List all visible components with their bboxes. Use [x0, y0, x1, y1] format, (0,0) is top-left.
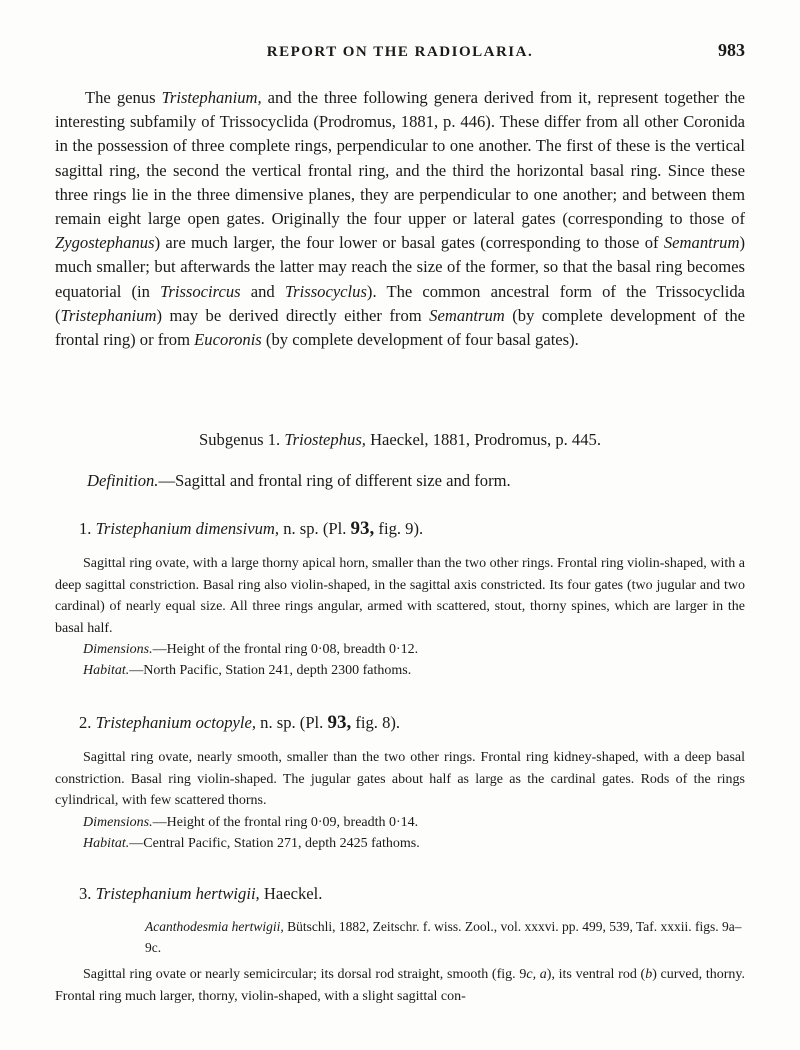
plate-number: 93,	[350, 518, 375, 539]
species-3-description-block	[55, 964, 745, 1007]
genus-name: Zygostephanus	[55, 233, 155, 253]
species-3-heading	[55, 884, 745, 904]
intro-paragraph	[55, 86, 745, 352]
reference-text: Bütschli, 1882, Zeitschr. f. wiss. Zool., vol. xxxvi. pp. 499, 539, Taf. xxxii. figs. 9a–9c.	[145, 919, 742, 955]
intro-text-9: (by complete development of four basal gates).	[261, 330, 579, 350]
habitat-label: Habitat.	[83, 835, 130, 851]
intro-text-6: ). The common ancestral form of the Trissocyclida (	[55, 281, 745, 325]
species-2-body	[55, 747, 745, 854]
subgenus-name: Triostephus,	[284, 430, 366, 449]
subgenus-section	[55, 430, 745, 450]
species-2-description: Sagittal ring ovate, nearly smooth, smaller than the two other rings. Frontal ring kidney-shaped, with a deep basal constriction. Basal ring violin-shaped. The jugular gates about half as large as the cardinal gates. Rods of the rings cylindrical, with few scattered thorns.	[55, 750, 745, 809]
desc-italic-2: b	[645, 967, 653, 982]
species-after: n. sp. (Pl.	[256, 713, 328, 732]
species-number: 3.	[79, 884, 96, 903]
species-name: Tristephanium octopyle,	[95, 713, 256, 732]
desc-text-2: ), its ventral rod (	[546, 967, 646, 982]
intro-text-7: ) may be derived directly either from	[156, 305, 430, 325]
species-3-description	[55, 964, 745, 1007]
dimensions-text: —Height of the frontal ring 0·08, breadth 0·12.	[152, 642, 419, 658]
desc-italic-1: c, a	[526, 967, 547, 982]
synonym-name: Acanthodesmia hertwigii,	[145, 919, 284, 934]
genus-name: Eucoronis	[194, 330, 262, 350]
figure-ref: fig. 9).	[374, 519, 424, 538]
species-1-heading	[55, 518, 745, 540]
genus-name: Trissocyclus	[284, 281, 367, 301]
species-number: 2.	[79, 713, 96, 732]
dimensions-label: Dimensions.	[83, 642, 153, 658]
genus-name: Tristephanium	[60, 305, 157, 325]
species-2	[55, 712, 745, 734]
species-1-habitat	[55, 660, 745, 681]
habitat-text: —North Pacific, Station 241, depth 2300 fathoms.	[129, 663, 412, 679]
species-after: n. sp. (Pl.	[279, 519, 351, 538]
habitat-text: —Central Pacific, Station 271, depth 2425 fathoms.	[129, 835, 420, 851]
species-after: Haeckel.	[259, 884, 323, 903]
species-1	[55, 518, 745, 540]
species-2-habitat	[55, 833, 745, 854]
species-3-body	[55, 916, 745, 958]
definition	[55, 471, 745, 491]
genus-name: Semantrum	[663, 233, 740, 253]
intro-text-3: ) are much larger, the four lower or basal gates (corresponding to those of	[154, 233, 664, 253]
species-2-heading	[55, 712, 745, 734]
genus-name: Semantrum	[429, 305, 505, 325]
subgenus-prefix: Subgenus 1.	[199, 430, 285, 449]
genus-name: Trissocircus	[160, 281, 241, 301]
page-number: 983	[718, 40, 745, 60]
species-1-dimensions	[55, 639, 745, 660]
intro-text-5: and	[240, 281, 285, 301]
species-3-synonym-reference	[55, 916, 745, 958]
definition-section	[55, 471, 745, 491]
habitat-label: Habitat.	[83, 663, 130, 679]
species-name: Tristephanium dimensivum,	[95, 519, 280, 538]
desc-text-3: ) curved, thorny. Frontal ring much larger, thorny, violin-shaped, with a slight sagittal con-	[55, 967, 745, 1004]
species-1-body	[55, 553, 745, 681]
genus-name: Tristephanium,	[161, 88, 262, 107]
species-number: 1.	[79, 519, 96, 538]
running-head: REPORT ON THE RADIOLARIA.	[266, 44, 534, 60]
intro-text-8: (by complete development of the frontal ring) or from	[55, 305, 746, 350]
dimensions-text: —Height of the frontal ring 0·09, breadth 0·14.	[152, 814, 419, 830]
definition-label: Definition.	[87, 471, 159, 490]
species-3	[55, 884, 745, 904]
subgenus-heading	[55, 430, 745, 450]
plate-number: 93,	[327, 712, 352, 733]
dimensions-label: Dimensions.	[83, 814, 153, 830]
intro-section	[55, 86, 745, 352]
definition-text: —Sagittal and frontal ring of different size and form.	[158, 471, 511, 490]
desc-text-1: Sagittal ring ovate or nearly semicircular; its dorsal rod straight, smooth (fig. 9	[83, 967, 527, 982]
species-2-dimensions	[55, 812, 745, 833]
species-name: Tristephanium hertwigii,	[95, 884, 260, 903]
figure-ref: fig. 8).	[351, 713, 401, 732]
intro-text-4: ) much smaller; but afterwards the latter may reach the size of the former, so that the basal ring becomes equatorial (in	[55, 233, 745, 301]
intro-text-2: and the three following genera derived from it, represent together the interesting subfamily of Trissocyclida (Prodromus, 1881, p. 446). These differ from all other Coronida in the possession of three complete rings, perpendicular to one another. The first of these is the vertical sagittal ring, the second the vertical frontal ring, and the third the horizontal basal ring. Since these three rings lie in the three dimensive planes, they are perpendicular to one another; and between them remain eight large open gates. Originally the four upper or lateral gates (corresponding to those of	[55, 88, 745, 229]
intro-text-1: The genus	[85, 88, 162, 107]
species-1-description: Sagittal ring ovate, with a large thorny apical horn, smaller than the two other rings. Frontal ring violin-shaped, with a deep sagittal constriction. Basal ring also violin-shaped, in the sagittal axis constricted. Its four gates (two jugular and two cardinal) of nearly equal size. All three rings angular, armed with scattered, stout, thorny spines, which are larger in the basal half.	[55, 556, 745, 636]
subgenus-rest: Haeckel, 1881, Prodromus, p. 445.	[365, 430, 601, 449]
